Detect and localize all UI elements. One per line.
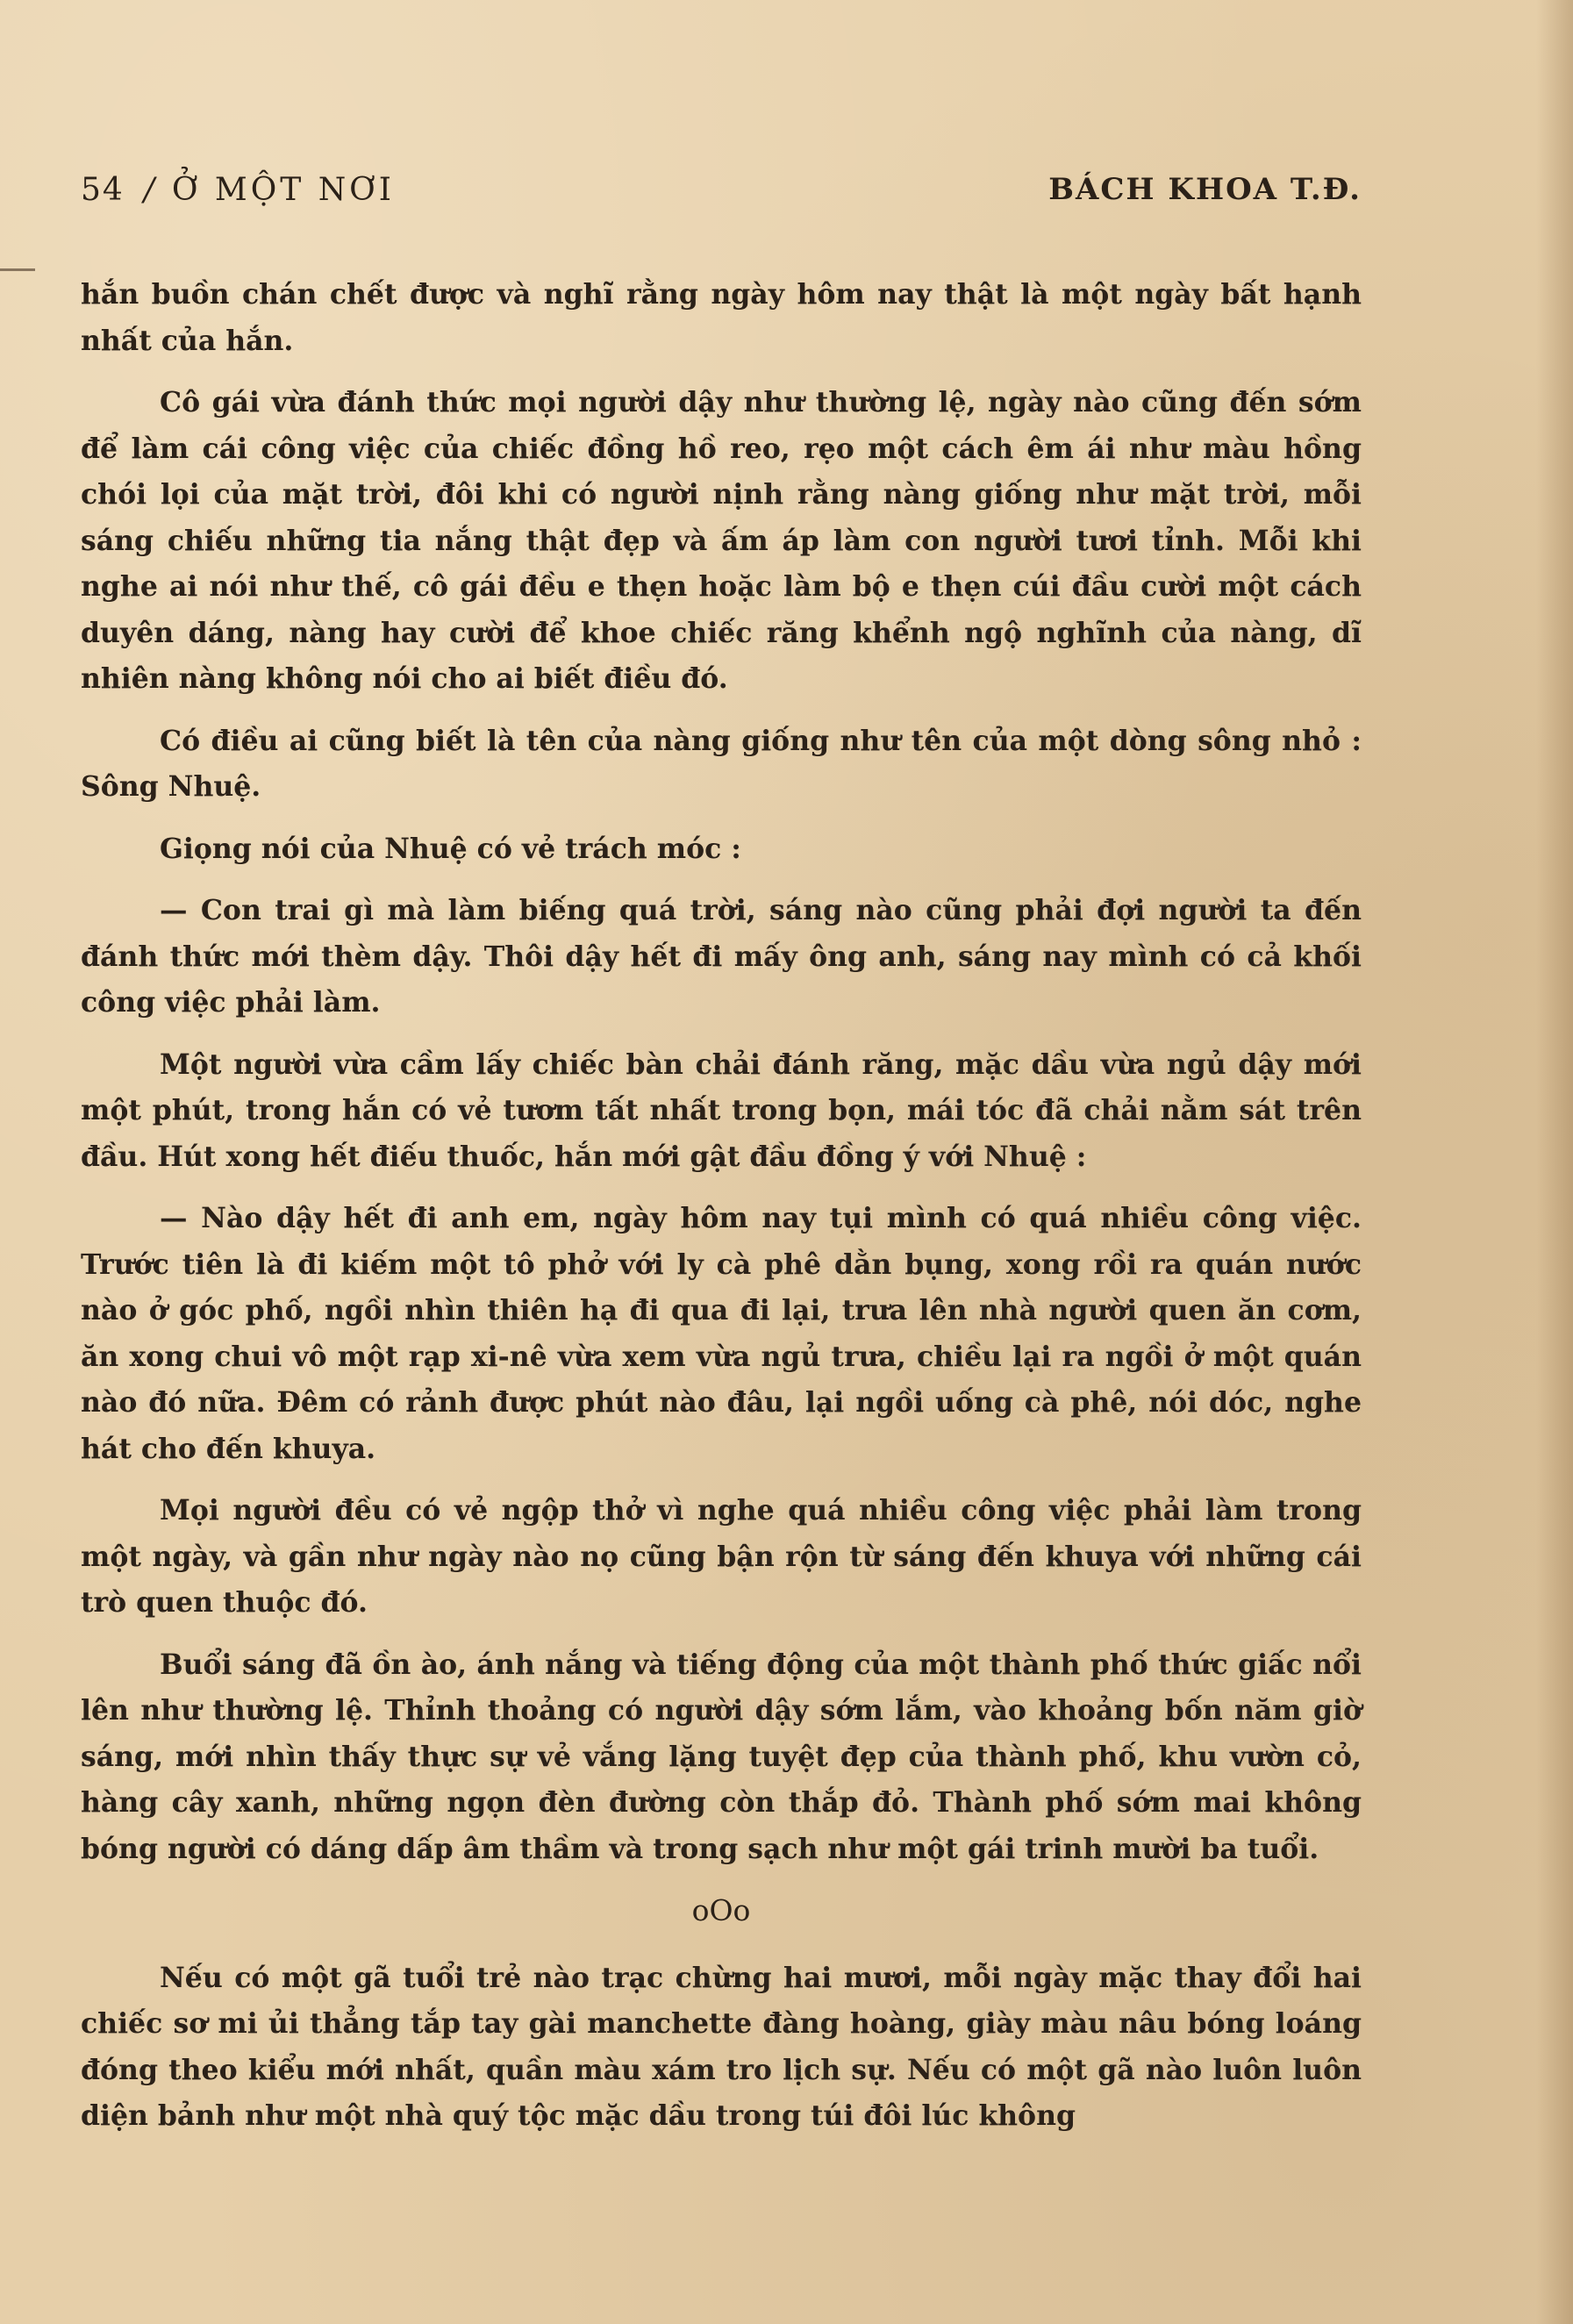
margin-mark [0,268,35,271]
body-text [81,272,1362,2156]
paragraph: Nếu có một gã tuổi trẻ nào trạc chừng hai mươi, mỗi ngày mặc thay đổi hai chiếc sơ mi ủi thẳng tắp tay gài manchette đàng hoàng, giày màu nâu bóng loáng đóng theo kiểu mới nhất, quần màu xám tro lịch sự. Nếu có một gã nào luôn luôn diện bảnh như một nhà quý tộc mặc dầu trong túi đôi lúc không [81,1961,1362,2132]
paragraph: Mọi người đều có vẻ ngộp thở vì nghe quá nhiều công việc phải làm trong một ngày, và gần như ngày nào nọ cũng bận rộn từ sáng đến khuya với những cái trò quen thuộc đó. [81,1494,1362,1619]
page-number: 54 [81,172,125,208]
paragraph-continuation: hắn buồn chán chết được và nghĩ rằng ngày hôm nay thật là một ngày bất hạnh nhất của hắn. [81,278,1362,357]
running-header [81,172,1362,221]
publication-name: BÁCH KHOA T.Đ. [1048,172,1362,207]
dialogue-paragraph: — Nào dậy hết đi anh em, ngày hôm nay tụi mình có quá nhiều công việc. Trước tiên là đi kiếm một tô phở với ly cà phê dằn bụng, xong rồi ra quán nước nào ở góc phố, ngồi nhìn thiên hạ đi qua đi lại, trưa lên nhà người quen ăn cơm, ăn xong chui vô một rạp xi-nê vừa xem vừa ngủ trưa, chiều lại ra ngồi ở một quán nào đó nữa. Đêm có rảnh được phút nào đâu, lại ngồi uống cà phê, nói dóc, nghe hát cho đến khuya. [81,1202,1362,1465]
section-title: Ở MỘT NƠI [171,172,395,208]
page-edge-shadow [1536,0,1573,2324]
section-break-mark: oOo [691,1893,751,1927]
paragraph: Giọng nói của Nhuệ có vẻ trách móc : [160,832,741,865]
header-separator: / [143,172,156,208]
paragraph: Cô gái vừa đánh thức mọi người dậy như thường lệ, ngày nào cũng đến sớm để làm cái công việc của chiếc đồng hồ reo, rẹo một cách êm ái như màu hồng chói lọi của mặt trời, đôi khi có người nịnh rằng nàng giống như mặt trời, mỗi sáng chiếu những tia nắng thật đẹp và ấm áp làm con người tươi tỉnh. Mỗi khi nghe ai nói như thế, cô gái đều e thẹn hoặc làm bộ e thẹn cúi đầu cười một cách duyên dáng, nàng hay cười để khoe chiếc răng khểnh ngộ nghĩnh của nàng, dĩ nhiên nàng không nói cho ai biết điều đó. [81,386,1362,695]
dialogue-paragraph: — Con trai gì mà làm biếng quá trời, sáng nào cũng phải đợi người ta đến đánh thức mới thèm dậy. Thôi dậy hết đi mấy ông anh, sáng nay mình có cả khối công việc phải làm. [81,894,1362,1019]
paragraph: Một người vừa cầm lấy chiếc bàn chải đánh răng, mặc dầu vừa ngủ dậy mới một phút, trong hắn có vẻ tươm tất nhất trong bọn, mái tóc đã chải nằm sát trên đầu. Hút xong hết điếu thuốc, hắn mới gật đầu đồng ý với Nhuệ : [81,1048,1362,1173]
paragraph: Có điều ai cũng biết là tên của nàng giống như tên của một dòng sông nhỏ : Sông Nhuệ. [81,724,1362,803]
paragraph: Buổi sáng đã ồn ào, ánh nắng và tiếng động của một thành phố thức giấc nổi lên như thường lệ. Thỉnh thoảng có người dậy sớm lắm, vào khoảng bốn năm giờ sáng, mới nhìn thấy thực sự vẻ vắng lặng tuyệt đẹp của thành phố, khu vườn cỏ, hàng cây xanh, những ngọn đèn đường còn thắp đỏ. Thành phố sớm mai không bóng người có dáng dấp âm thầm và trong sạch như một gái trinh mười ba tuổi. [81,1648,1362,1865]
header-left [81,172,395,208]
